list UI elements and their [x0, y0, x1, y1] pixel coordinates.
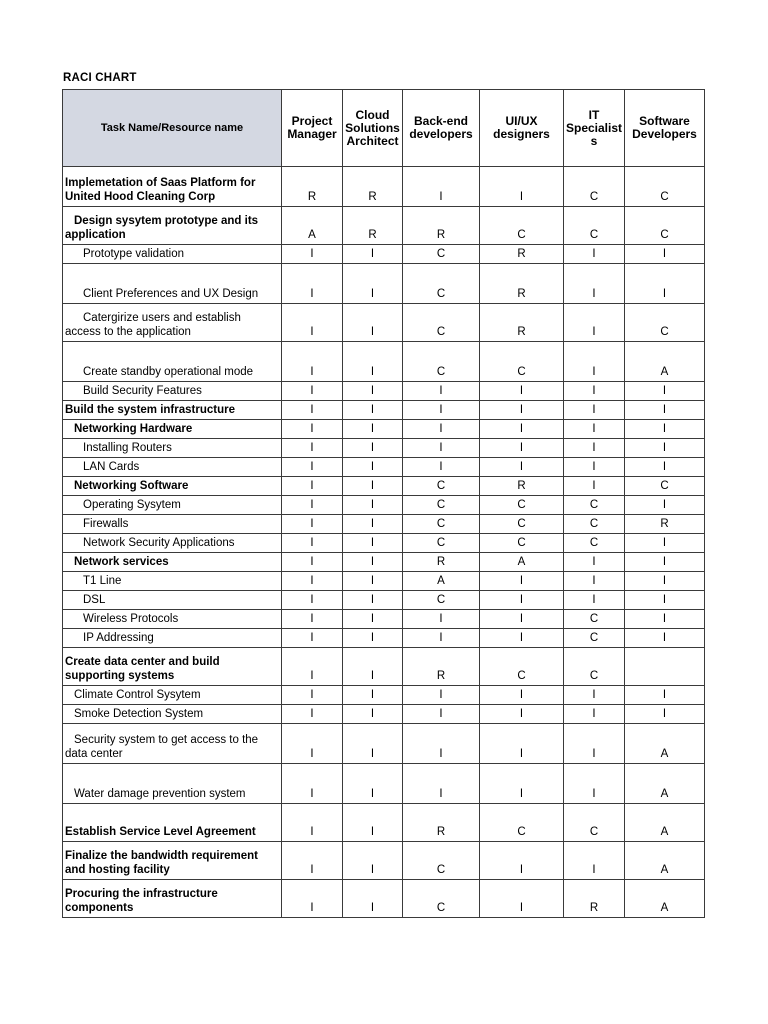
raci-cell: I — [625, 591, 705, 610]
task-name: Client Preferences and UX Design — [63, 264, 282, 304]
raci-cell: I — [564, 572, 625, 591]
raci-cell: I — [282, 439, 343, 458]
task-name: Establish Service Level Agreement — [63, 804, 282, 842]
raci-cell: I — [480, 686, 564, 705]
raci-cell: I — [282, 591, 343, 610]
raci-cell: I — [343, 342, 403, 382]
raci-cell: I — [564, 401, 625, 420]
raci-cell: C — [564, 629, 625, 648]
task-name: Wireless Protocols — [63, 610, 282, 629]
raci-cell: I — [403, 724, 480, 764]
raci-cell: I — [343, 880, 403, 918]
task-name: Build Security Features — [63, 382, 282, 401]
raci-cell: C — [403, 496, 480, 515]
raci-cell: I — [625, 382, 705, 401]
table-row — [63, 591, 705, 610]
raci-cell: I — [403, 686, 480, 705]
table-row — [63, 458, 705, 477]
raci-cell: I — [564, 591, 625, 610]
table-row — [63, 705, 705, 724]
task-column-header: Task Name/Resource name — [63, 90, 282, 167]
raci-cell: I — [282, 842, 343, 880]
column-header-line: designers — [493, 127, 550, 141]
raci-cell: I — [343, 515, 403, 534]
table-row — [63, 496, 705, 515]
raci-cell: C — [564, 804, 625, 842]
raci-cell: I — [282, 342, 343, 382]
raci-cell: A — [625, 764, 705, 804]
raci-cell: A — [480, 553, 564, 572]
raci-cell: I — [403, 420, 480, 439]
column-header-back-end-developers — [403, 90, 480, 167]
raci-cell: C — [625, 477, 705, 496]
raci-cell: C — [480, 804, 564, 842]
raci-cell: I — [564, 686, 625, 705]
task-name — [63, 207, 282, 245]
raci-cell: I — [403, 458, 480, 477]
raci-cell: C — [625, 304, 705, 342]
raci-cell: I — [282, 245, 343, 264]
raci-cell: A — [403, 572, 480, 591]
raci-cell: I — [343, 686, 403, 705]
raci-cell: R — [343, 207, 403, 245]
raci-cell: I — [282, 686, 343, 705]
raci-cell: I — [282, 804, 343, 842]
raci-cell: I — [282, 880, 343, 918]
raci-cell: I — [625, 629, 705, 648]
column-header-software-developers — [625, 90, 705, 167]
raci-cell: C — [564, 207, 625, 245]
column-header-line: Solutions — [345, 120, 400, 135]
table-row — [63, 207, 705, 245]
raci-cell: C — [564, 167, 625, 207]
raci-cell: I — [282, 534, 343, 553]
raci-cell: R — [343, 167, 403, 207]
task-name: Operating Sysytem — [63, 496, 282, 515]
raci-cell: C — [564, 534, 625, 553]
column-header-line: Architect — [346, 133, 399, 148]
raci-cell: I — [480, 705, 564, 724]
raci-cell: I — [282, 764, 343, 804]
raci-cell: I — [480, 591, 564, 610]
column-header-line: Cloud — [355, 107, 390, 122]
raci-cell: I — [480, 610, 564, 629]
raci-cell: C — [403, 245, 480, 264]
raci-cell: C — [480, 534, 564, 553]
raci-cell: I — [480, 167, 564, 207]
raci-cell: I — [480, 880, 564, 918]
table-row — [63, 515, 705, 534]
task-name-text: Catergirize users and establish access to the application — [65, 312, 241, 338]
raci-cell: I — [343, 724, 403, 764]
raci-cell: R — [480, 477, 564, 496]
task-name: Water damage prevention system — [63, 764, 282, 804]
table-row — [63, 342, 705, 382]
raci-cell: C — [564, 515, 625, 534]
raci-cell: I — [625, 686, 705, 705]
raci-cell: C — [480, 342, 564, 382]
raci-cell: I — [625, 610, 705, 629]
raci-cell: I — [480, 382, 564, 401]
raci-cell: I — [403, 382, 480, 401]
table-row — [63, 167, 705, 207]
raci-cell: C — [403, 304, 480, 342]
table-row — [63, 401, 705, 420]
column-header-line: IT — [588, 107, 600, 122]
raci-cell — [625, 648, 705, 686]
raci-cell: C — [403, 880, 480, 918]
task-name: Networking Software — [63, 477, 282, 496]
table-row — [63, 880, 705, 918]
raci-cell: I — [343, 439, 403, 458]
table-row — [63, 245, 705, 264]
column-header-line: s — [590, 133, 598, 148]
raci-cell: I — [282, 477, 343, 496]
task-name: Build the system infrastructure — [63, 401, 282, 420]
raci-cell: I — [480, 572, 564, 591]
raci-cell: I — [343, 304, 403, 342]
raci-cell: C — [403, 342, 480, 382]
column-header-line: Software — [639, 114, 690, 128]
raci-cell: I — [343, 534, 403, 553]
raci-cell: I — [403, 439, 480, 458]
raci-cell: I — [480, 764, 564, 804]
raci-cell: I — [625, 496, 705, 515]
raci-cell: A — [625, 804, 705, 842]
raci-cell: I — [282, 724, 343, 764]
column-header-line: developers — [409, 127, 473, 141]
task-name: Implemetation of Saas Platform for United Hood Cleaning Corp — [63, 167, 282, 207]
raci-cell: R — [625, 515, 705, 534]
raci-cell: I — [343, 264, 403, 304]
raci-cell: I — [625, 439, 705, 458]
raci-cell: A — [282, 207, 343, 245]
column-header-line: UI/UX — [505, 114, 538, 128]
raci-cell: I — [343, 610, 403, 629]
raci-cell: C — [564, 648, 625, 686]
table-row — [63, 724, 705, 764]
raci-cell: C — [403, 534, 480, 553]
raci-cell: I — [282, 401, 343, 420]
raci-cell: I — [564, 304, 625, 342]
raci-cell: I — [625, 534, 705, 553]
task-name: Installing Routers — [63, 439, 282, 458]
task-name: DSL — [63, 591, 282, 610]
raci-cell: I — [403, 610, 480, 629]
table-row — [63, 553, 705, 572]
task-name: Prototype validation — [63, 245, 282, 264]
raci-cell: A — [625, 880, 705, 918]
raci-cell: I — [480, 439, 564, 458]
task-name — [63, 304, 282, 342]
raci-cell: R — [282, 167, 343, 207]
raci-cell: I — [282, 629, 343, 648]
raci-cell: C — [403, 515, 480, 534]
task-name: Network services — [63, 553, 282, 572]
raci-cell: I — [282, 553, 343, 572]
raci-cell: I — [343, 553, 403, 572]
raci-cell: I — [282, 420, 343, 439]
raci-cell: R — [480, 304, 564, 342]
raci-cell: I — [564, 724, 625, 764]
table-row — [63, 686, 705, 705]
raci-cell: I — [480, 458, 564, 477]
raci-cell: I — [343, 401, 403, 420]
table-row — [63, 629, 705, 648]
raci-cell: I — [343, 420, 403, 439]
raci-cell: C — [564, 496, 625, 515]
table-row — [63, 382, 705, 401]
raci-cell: I — [480, 629, 564, 648]
raci-cell: I — [343, 764, 403, 804]
raci-cell: C — [480, 515, 564, 534]
raci-cell: A — [625, 342, 705, 382]
raci-cell: I — [343, 629, 403, 648]
raci-cell: I — [343, 458, 403, 477]
raci-cell: I — [564, 477, 625, 496]
task-name: Smoke Detection System — [63, 705, 282, 724]
raci-cell: I — [403, 167, 480, 207]
raci-cell: I — [282, 496, 343, 515]
raci-cell: I — [282, 705, 343, 724]
raci-cell: I — [282, 382, 343, 401]
column-header-it-specialists — [564, 90, 625, 167]
raci-cell: I — [625, 245, 705, 264]
task-name: Climate Control Sysytem — [63, 686, 282, 705]
raci-cell: A — [625, 842, 705, 880]
raci-cell: R — [403, 207, 480, 245]
task-name: IP Addressing — [63, 629, 282, 648]
raci-cell: C — [480, 648, 564, 686]
task-name-text: Security system to get access to the data center — [65, 734, 259, 760]
document-title: RACI CHART — [63, 72, 137, 84]
column-header-line: Developers — [632, 127, 697, 141]
raci-cell: I — [282, 515, 343, 534]
raci-cell: I — [564, 705, 625, 724]
raci-cell: I — [343, 648, 403, 686]
raci-cell: C — [480, 207, 564, 245]
raci-cell: I — [343, 591, 403, 610]
raci-cell: C — [480, 496, 564, 515]
raci-cell: R — [564, 880, 625, 918]
table-row — [63, 420, 705, 439]
raci-cell: I — [343, 496, 403, 515]
table-row — [63, 648, 705, 686]
raci-cell: I — [282, 648, 343, 686]
raci-cell: C — [403, 477, 480, 496]
column-header-line: Back-end — [413, 114, 469, 128]
raci-cell: I — [343, 804, 403, 842]
raci-cell: I — [564, 553, 625, 572]
column-header-cloud-solutions-architect — [343, 90, 403, 167]
task-name-text: Design sysytem prototype and its application — [65, 215, 259, 241]
raci-cell: I — [625, 401, 705, 420]
raci-cell: I — [564, 458, 625, 477]
table-row — [63, 764, 705, 804]
raci-cell: I — [625, 458, 705, 477]
column-header-line: Project — [291, 114, 333, 128]
raci-cell: I — [343, 572, 403, 591]
task-name: Finalize the bandwidth requirement and hosting facility — [63, 842, 282, 880]
task-name — [63, 724, 282, 764]
raci-cell: I — [480, 724, 564, 764]
raci-cell: R — [480, 264, 564, 304]
column-header-line: Specialist — [565, 120, 623, 135]
raci-cell: I — [625, 553, 705, 572]
raci-cell: I — [564, 420, 625, 439]
raci-cell: I — [625, 264, 705, 304]
raci-cell: I — [343, 382, 403, 401]
raci-cell: I — [282, 610, 343, 629]
raci-cell: I — [480, 401, 564, 420]
raci-cell: I — [282, 572, 343, 591]
raci-cell: I — [625, 705, 705, 724]
column-header-project-manager — [282, 90, 343, 167]
table-row — [63, 439, 705, 458]
raci-cell: I — [403, 764, 480, 804]
task-name: Network Security Applications — [63, 534, 282, 553]
task-name: Create standby operational mode — [63, 342, 282, 382]
header-row — [63, 90, 705, 167]
task-name: T1 Line — [63, 572, 282, 591]
raci-cell: I — [282, 458, 343, 477]
raci-cell: R — [403, 553, 480, 572]
raci-cell: I — [282, 304, 343, 342]
raci-cell: A — [625, 724, 705, 764]
raci-cell: I — [564, 245, 625, 264]
raci-cell: I — [564, 439, 625, 458]
raci-cell: I — [564, 342, 625, 382]
raci-cell: C — [403, 842, 480, 880]
task-name: Networking Hardware — [63, 420, 282, 439]
column-header-line: Manager — [287, 127, 337, 141]
raci-cell: I — [403, 401, 480, 420]
task-name: Create data center and build supporting systems — [63, 648, 282, 686]
raci-cell: C — [403, 264, 480, 304]
raci-cell: I — [282, 264, 343, 304]
table-row — [63, 304, 705, 342]
task-name: LAN Cards — [63, 458, 282, 477]
raci-cell: I — [403, 629, 480, 648]
table-row — [63, 572, 705, 591]
table-row — [63, 610, 705, 629]
raci-cell: R — [480, 245, 564, 264]
raci-cell: I — [480, 842, 564, 880]
raci-cell: I — [403, 705, 480, 724]
table-row — [63, 264, 705, 304]
table-row — [63, 477, 705, 496]
raci-cell: C — [564, 610, 625, 629]
raci-cell: I — [564, 382, 625, 401]
table-row — [63, 842, 705, 880]
raci-cell: I — [564, 842, 625, 880]
table-row — [63, 534, 705, 553]
raci-cell: C — [625, 207, 705, 245]
raci-cell: I — [564, 264, 625, 304]
raci-cell: C — [403, 591, 480, 610]
raci-cell: I — [480, 420, 564, 439]
raci-cell: I — [343, 705, 403, 724]
task-name: Procuring the infrastructure components — [63, 880, 282, 918]
task-name: Firewalls — [63, 515, 282, 534]
raci-cell: R — [403, 648, 480, 686]
raci-cell: R — [403, 804, 480, 842]
raci-cell: I — [625, 572, 705, 591]
raci-cell: I — [343, 842, 403, 880]
raci-cell: I — [343, 245, 403, 264]
raci-cell: I — [343, 477, 403, 496]
table-row — [63, 804, 705, 842]
raci-cell: C — [625, 167, 705, 207]
raci-cell: I — [564, 764, 625, 804]
column-header-ui-ux-designers — [480, 90, 564, 167]
raci-cell: I — [625, 420, 705, 439]
raci-table — [62, 89, 705, 918]
